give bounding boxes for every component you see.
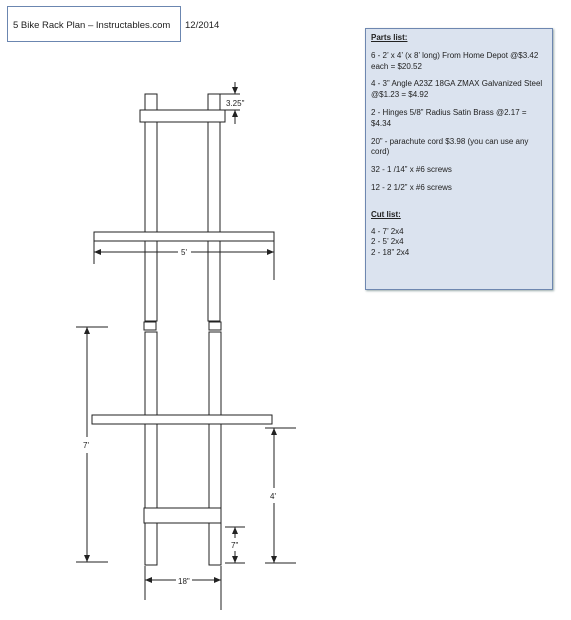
parts-list-header: Parts list: bbox=[371, 33, 408, 42]
parts-item: 12 - 2 1/2” x #6 screws bbox=[371, 182, 452, 192]
parts-item: 32 - 1 /14” x #6 screws bbox=[371, 165, 452, 175]
parts-item: 2 - Hinges 5/8” Radius Satin Brass @2.17 = $4.34 bbox=[371, 107, 527, 128]
dim-base-width: 18" bbox=[178, 577, 190, 586]
parts-item: 4 - 3” Angle A23Z 18GA ZMAX Galvanized Steel @$1.23 = $4.92 bbox=[371, 79, 543, 100]
cut-list bbox=[371, 227, 547, 259]
parts-item: 6 - 2’ x 4’ (x 8’ long) From Home Depot @$3.42 each = $20.52 bbox=[371, 50, 539, 71]
cut-item: 2 - 5’ 2x4 bbox=[371, 237, 404, 247]
dim-top-gap: 3.25" bbox=[226, 99, 245, 108]
plan-title: 5 Bike Rack Plan – Instructables.com bbox=[13, 20, 171, 31]
top-cap bbox=[140, 110, 225, 122]
upper-crossbar bbox=[94, 232, 274, 241]
parts-item: 20” - parachute cord $3.98 (you can use any cord) bbox=[371, 136, 529, 157]
left-upper-post bbox=[145, 94, 157, 321]
cut-list-header: Cut list: bbox=[371, 209, 401, 219]
left-hinge-icon bbox=[144, 322, 156, 330]
parts-list-panel bbox=[365, 28, 553, 290]
dim-upper-crossbar: 5' bbox=[181, 248, 187, 257]
lower-crossbar bbox=[92, 415, 272, 424]
base-block bbox=[144, 508, 221, 523]
cut-item: 4 - 7’ 2x4 bbox=[371, 226, 404, 236]
right-upper-post bbox=[208, 94, 220, 321]
left-lower-leg bbox=[145, 332, 157, 565]
right-hinge-icon bbox=[209, 322, 221, 330]
plan-date: 12/2014 bbox=[185, 20, 220, 31]
dim-leg-height: 7' bbox=[83, 441, 89, 450]
dim-lower-crossbar-height: 4' bbox=[270, 492, 276, 501]
dim-foot-gap: 7" bbox=[231, 541, 239, 550]
right-lower-leg bbox=[209, 332, 221, 565]
cut-item: 2 - 18” 2x4 bbox=[371, 248, 410, 258]
